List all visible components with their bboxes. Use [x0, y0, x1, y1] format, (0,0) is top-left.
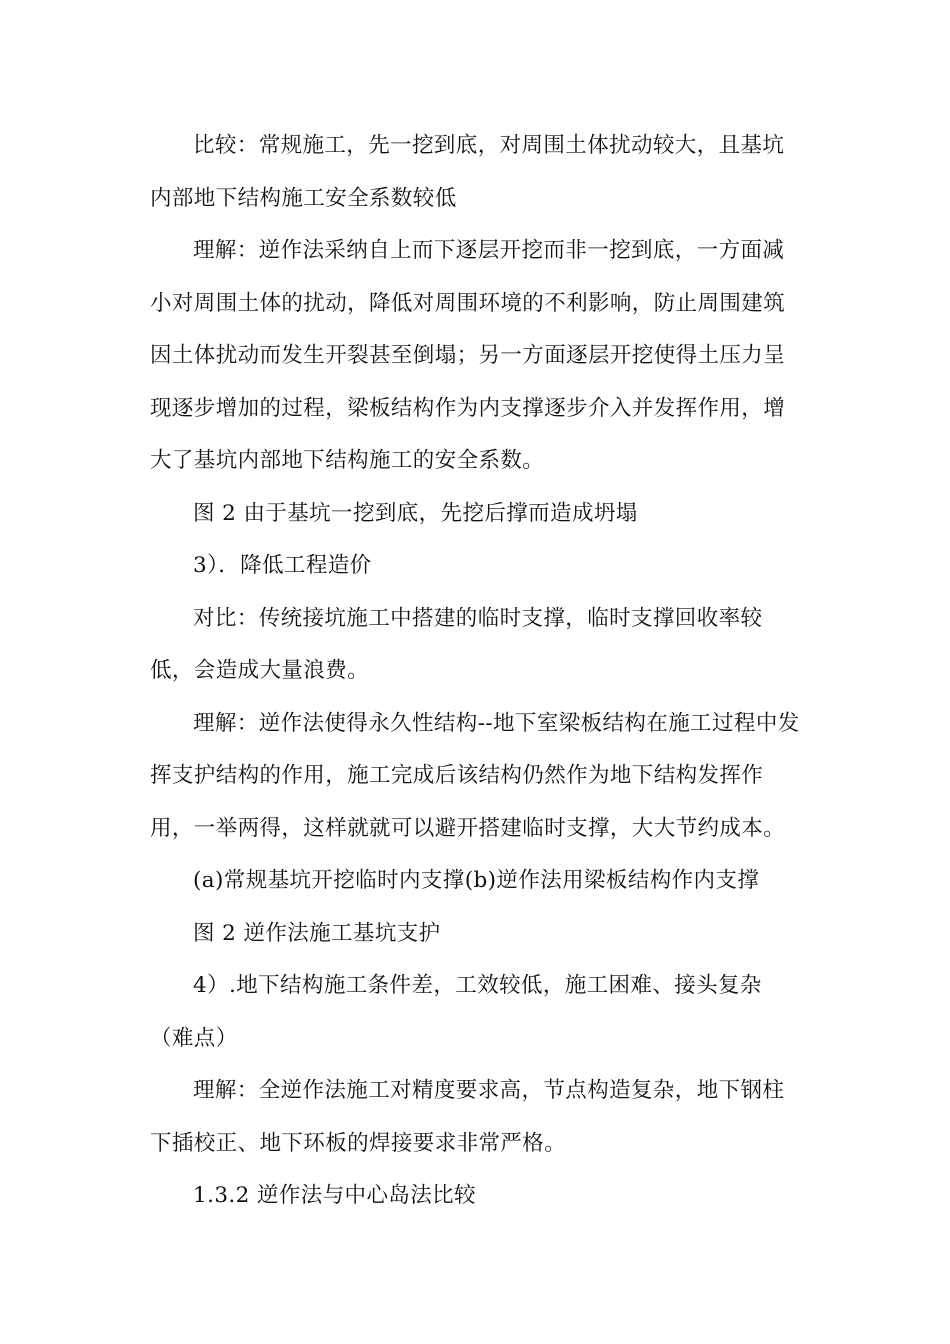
figure-subcaption: (a)常规基坑开挖临时内支撑(b)逆作法用梁板结构作内支撑: [193, 868, 760, 893]
paragraph-comparison: 比较：常规施工，先一挖到底，对周围土体扰动较大，且基坑内部地下结构施工安全系数较低: [150, 133, 785, 211]
paragraph-understanding-1: 理解：逆作法采纳自上而下逐层开挖而非一挖到底，一方面减小对周围土体的扰动，降低对周围环境的不利影响，防止周围建筑因土体扰动而发生开裂甚至倒塌；另一方面逐层开挖使得土压力呈现逐步增加的过程，梁板结构作为内支撑逐步介入并发挥作用，增大了基坑内部地下结构施工的安全系数。: [150, 238, 786, 473]
paragraph-understanding-3: 理解：全逆作法施工对精度要求高，节点构造复杂，地下钢柱下插校正、地下环板的焊接要求非常严格。: [150, 1078, 785, 1156]
section-heading-1-3-2: 1.3.2 逆作法与中心岛法比较: [193, 1183, 476, 1208]
paragraph-contrast: 对比：传统接坑施工中搭建的临时支撑，临时支撑回收率较低，会造成大量浪费。: [150, 605, 763, 683]
section-heading-cost: 3）．降低工程造价: [193, 553, 372, 578]
document-body: [150, 120, 800, 1223]
section-heading-difficulty: 4）.地下结构施工条件差，工效较低，施工困难、接头复杂（难点）: [150, 973, 762, 1051]
figure-caption-collapse: 图 2 由于基坑一挖到底，先挖后撑而造成坍塌: [193, 500, 638, 526]
figure-caption-support: 图 2 逆作法施工基坑支护: [193, 920, 441, 946]
paragraph-understanding-2: 理解：逆作法使得永久性结构--地下室梁板结构在施工过程中发挥支护结构的作用，施工完成后该结构仍然作为地下结构发挥作用，一举两得，这样就就可以避开搭建临时支撑，大大节约成本。: [150, 710, 800, 841]
